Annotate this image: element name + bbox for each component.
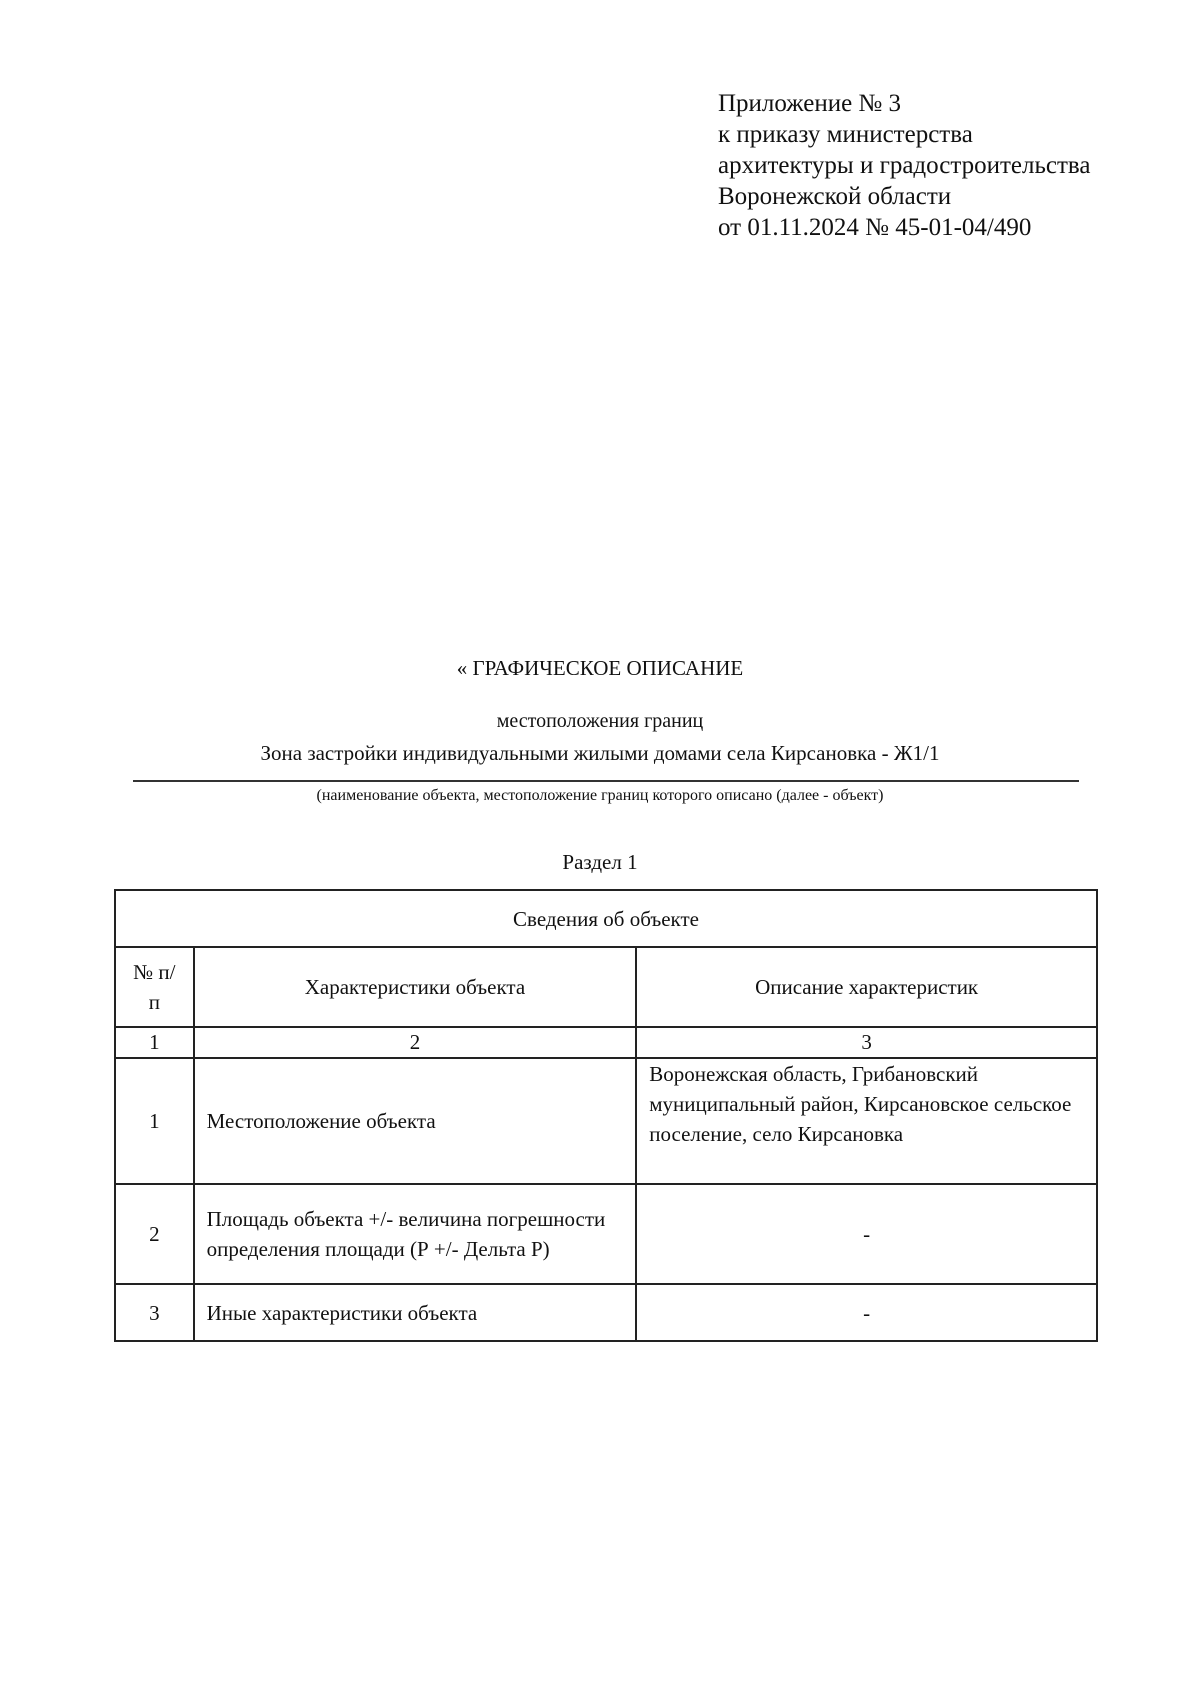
- row-number: 3: [115, 1284, 194, 1341]
- appendix-header: [718, 88, 1090, 243]
- underline-divider: [133, 780, 1079, 782]
- header-characteristic: Характеристики объекта: [194, 947, 637, 1027]
- object-name: Зона застройки индивидуальными жилыми домами села Кирсановка - Ж1/1: [260, 741, 940, 765]
- appendix-line: от 01.11.2024 № 45-01-04/490: [718, 214, 1032, 241]
- object-name-caption: (наименование объекта, местоположение границ которого описано (далее - объект): [316, 787, 884, 804]
- appendix-line: Приложение № 3: [718, 90, 902, 117]
- row-number: 2: [115, 1184, 194, 1284]
- table-row: [115, 1058, 1097, 1184]
- object-info-table: [114, 889, 1098, 1342]
- table-row: [115, 1284, 1097, 1341]
- appendix-line: Воронежской области: [718, 183, 952, 210]
- row-characteristic: Иные характеристики объекта: [194, 1284, 637, 1341]
- row-description: -: [636, 1184, 1097, 1284]
- column-number: 1: [115, 1027, 194, 1058]
- table-header-row: [115, 947, 1097, 1027]
- row-characteristic: Местоположение объекта: [194, 1058, 637, 1184]
- row-description: -: [636, 1284, 1097, 1341]
- column-number: 2: [194, 1027, 637, 1058]
- row-characteristic: Площадь объекта +/- величина погрешности определения площади (Р +/- Дельта Р): [194, 1184, 637, 1284]
- table-row: [115, 1184, 1097, 1284]
- row-number: 1: [115, 1058, 194, 1184]
- header-number: № п/п: [115, 947, 194, 1027]
- table-caption: Сведения об объекте: [115, 890, 1097, 947]
- document-title: « ГРАФИЧЕСКОЕ ОПИСАНИЕ: [456, 656, 744, 680]
- appendix-line: архитектуры и градостроительства: [718, 152, 1091, 179]
- column-number: 3: [636, 1027, 1097, 1058]
- document-subtitle: местоположения границ: [496, 710, 704, 732]
- appendix-line: к приказу министерства: [718, 121, 973, 148]
- table-numbering-row: [115, 1027, 1097, 1058]
- section-heading: Раздел 1: [562, 850, 638, 874]
- row-description: Воронежская область, Грибановский муниципальный район, Кирсановское сельское поселение, село Кирсановка: [636, 1058, 1097, 1184]
- table-caption-row: [115, 890, 1097, 947]
- header-description: Описание характеристик: [636, 947, 1097, 1027]
